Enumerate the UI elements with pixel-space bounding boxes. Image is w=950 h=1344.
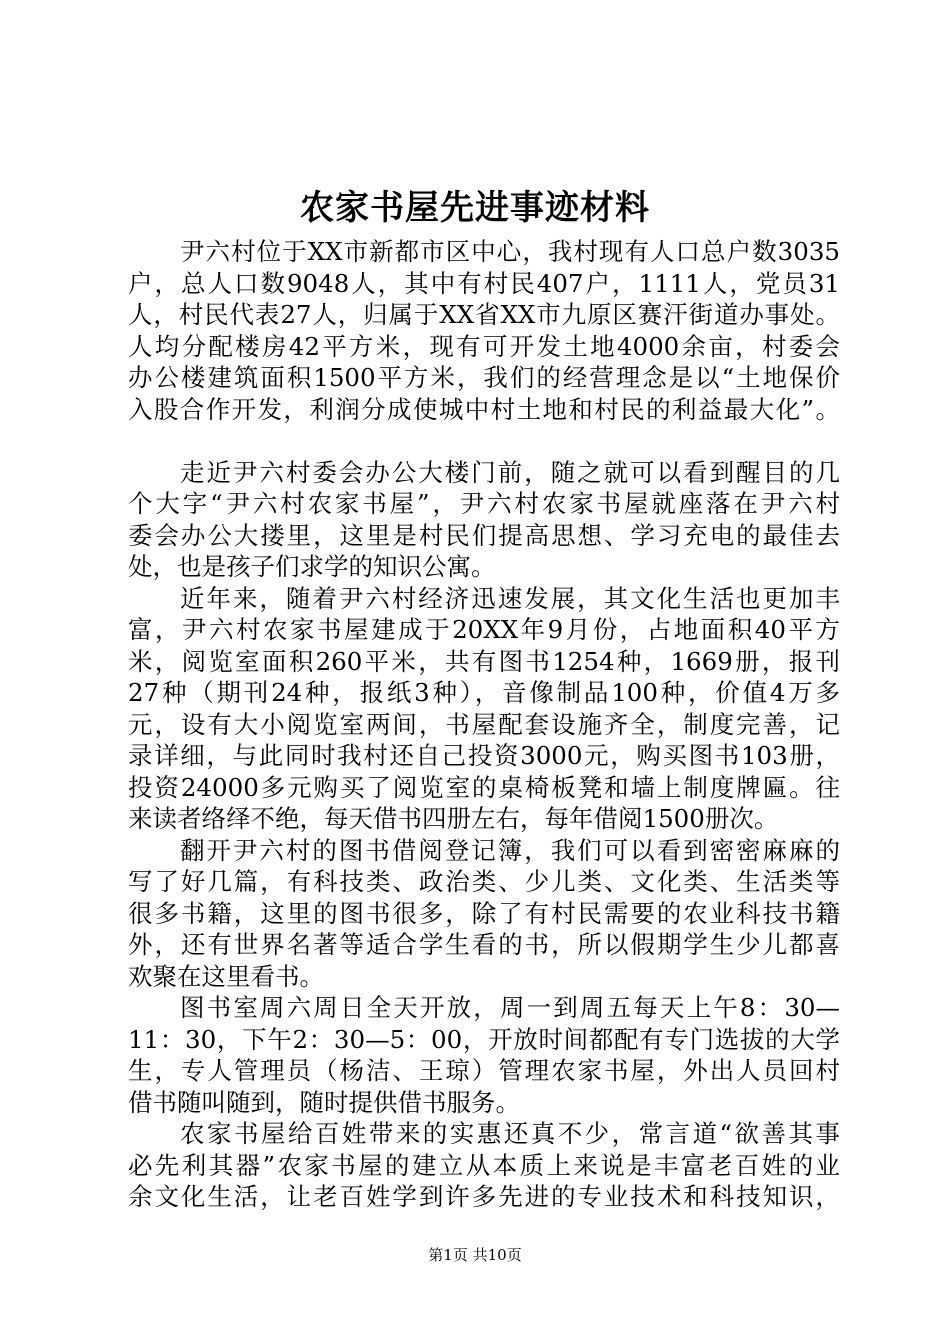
paragraph-line: 图书室周六周日全天开放，周一到周五每天上午8：30— — [180, 993, 840, 1022]
paragraph-6 — [128, 1118, 840, 1213]
paragraph-line: 27种（期刊24种，报纸3种），音像制品100种，价值4万多 — [128, 678, 840, 707]
paragraph-line: 尹六村位于XX市新都市区中心，我村现有人口总户数3035 — [180, 237, 840, 266]
paragraph-line: 借书随叫随到，随时提供借书服务。 — [128, 1087, 520, 1117]
page-number-footer: 第1页 共10页 — [428, 1246, 522, 1264]
paragraph-line: 走近尹六村委会办公大楼门前，随之就可以看到醒目的几 — [180, 457, 840, 487]
paragraph-line: 元，设有大小阅览室两间，书屋配套设施齐全，制度完善，记 — [128, 709, 840, 739]
paragraph-line: 处，也是孩子们求学的知识公寓。 — [128, 552, 496, 581]
paragraph-line: 11：30，下午2：30—5：00，开放时间都配有专门选拔的大学 — [128, 1024, 840, 1054]
paragraph-line: 很多书籍，这里的图书很多，除了有村民需要的农业科技书籍 — [128, 898, 840, 928]
paragraph-line: 余文化生活，让老百姓学到许多先进的专业技术和科技知识， — [128, 1182, 840, 1211]
paragraph-spacer — [128, 425, 840, 457]
paragraph-line: 个大字“尹六村农家书屋”，尹六村农家书屋就座落在尹六村 — [128, 489, 840, 518]
paragraph-line: 人，村民代表27人，归属于XX省XX市九原区赛汗街道办事处。 — [128, 300, 840, 329]
paragraph-4 — [128, 835, 840, 993]
paragraph-5 — [128, 992, 840, 1118]
paragraph-line: 委会办公大搂里，这里是村民们提高思想、学习充电的最佳去 — [128, 520, 840, 550]
paragraph-line: 投资24000多元购买了阅览室的桌椅板凳和墙上制度牌匾。往 — [128, 772, 840, 802]
paragraph-line: 入股合作开发，利润分成使城中村土地和村民的利益最大化”。 — [128, 394, 840, 424]
paragraph-line: 生，专人管理员（杨洁、王琼）管理农家书屋，外出人员回村 — [128, 1056, 840, 1085]
paragraph-line: 富，尹六村农家书屋建成于20XX年9月份，占地面积40平方 — [128, 615, 840, 644]
paragraph-line: 翻开尹六村的图书借阅登记簿，我们可以看到密密麻麻的 — [180, 835, 840, 865]
paragraph-line: 米，阅览室面积260平米，共有图书1254种，1669册，报刊 — [128, 646, 840, 676]
paragraph-line: 户，总人口数9048人，其中有村民407户，1111人，党员31 — [128, 268, 840, 298]
paragraph-2 — [128, 457, 840, 583]
paragraph-1 — [128, 236, 840, 425]
paragraph-line: 来读者络绎不绝，每天借书四册左右，每年借阅1500册次。 — [128, 804, 779, 833]
paragraph-line: 外，还有世界名著等适合学生看的书，所以假期学生少儿都喜 — [128, 930, 840, 959]
paragraph-line: 写了好几篇，有科技类、政治类、少儿类、文化类、生活类等 — [128, 867, 840, 896]
paragraph-line: 录详细，与此同时我村还自己投资3000元，购买图书103册， — [128, 741, 840, 770]
paragraph-line: 近年来，随着尹六村经济迅速发展，其文化生活也更加丰 — [180, 583, 840, 613]
paragraph-line: 必先利其器”农家书屋的建立从本质上来说是丰富老百姓的业 — [128, 1150, 840, 1180]
paragraph-line: 欢聚在这里看书。 — [128, 961, 324, 991]
document-title: 农家书屋先进事迹材料 — [300, 188, 650, 228]
paragraph-3 — [128, 583, 840, 835]
document-body — [128, 236, 840, 1213]
paragraph-line: 办公楼建筑面积1500平方米，我们的经营理念是以“土地保价 — [128, 363, 840, 392]
paragraph-line: 农家书屋给百姓带来的实惠还真不少，常言道“欲善其事 — [180, 1119, 840, 1148]
paragraph-line: 人均分配楼房42平方米，现有可开发土地4000余亩，村委会 — [128, 331, 840, 361]
